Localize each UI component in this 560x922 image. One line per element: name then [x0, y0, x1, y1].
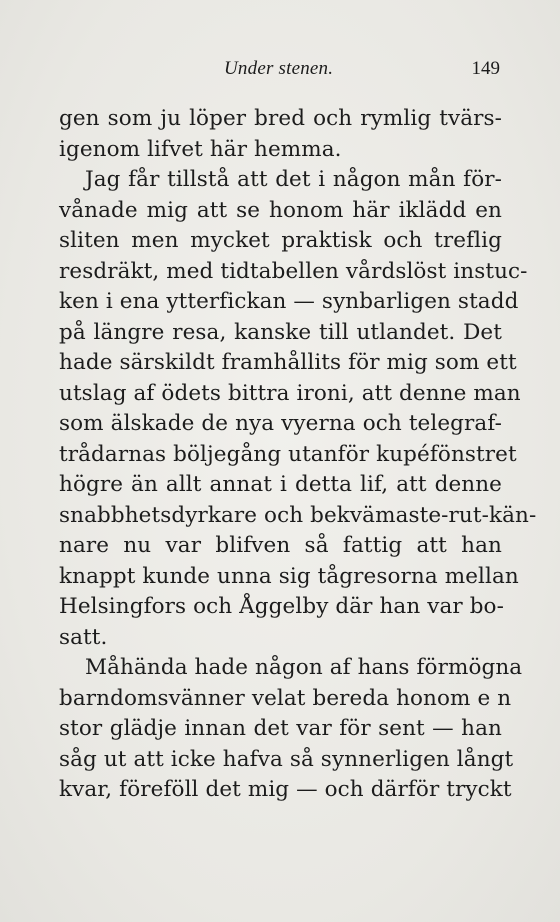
body-text [59, 104, 537, 806]
text-line: högre än allt annat i detta lif, att denne [59, 472, 502, 497]
text-line: resdräkt, med tidtabellen vårdslöst instuc- [59, 258, 528, 284]
page-number: 149 [471, 58, 500, 79]
text-line: Jag får tillstå att det i någon mån för- [85, 167, 502, 192]
text-line: gen som ju löper bred och rymlig tvärs- [59, 106, 502, 131]
text-line: satt. [59, 624, 108, 650]
text-line: snabbhetsdyrkare och bekvämaste-rut-kän- [59, 502, 537, 528]
text-line: igenom lifvet här hemma. [59, 136, 342, 162]
text-line: trådarnas böljegång utanför kupéfönstret [59, 441, 517, 467]
text-line: barndomsvänner velat bereda honom e n [59, 685, 512, 711]
text-line: kvar, föreföll det mig — och därför tryckt [59, 777, 512, 802]
text-line: på längre resa, kanske till utlandet. Det [59, 319, 502, 345]
text-line: sliten men mycket praktisk och treflig [59, 228, 502, 253]
text-line: utslag af ödets bittra ironi, att denne man [59, 380, 521, 406]
text-line: knappt kunde unna sig tågresorna mellan [59, 563, 519, 589]
text-line: Måhända hade någon af hans förmögna [85, 655, 523, 680]
text-line: nare nu var blifven så fattig att han [59, 533, 502, 558]
text-line: som älskade de nya vyerna och telegraf- [59, 411, 502, 436]
text-line: Helsingfors och Åggelby där han var bo- [59, 594, 504, 619]
text-line: stor glädje innan det var för sent — han [59, 716, 502, 741]
running-title: Under stenen. [224, 58, 334, 79]
text-line: vånade mig att se honom här iklädd en [59, 197, 502, 223]
text-line: såg ut att icke hafva så synnerligen långt [59, 746, 514, 772]
text-line: hade särskildt framhållits för mig som ett [59, 350, 517, 375]
text-line: ken i ena ytterfickan — synbarligen stadd [59, 289, 519, 314]
page-header [59, 58, 502, 86]
